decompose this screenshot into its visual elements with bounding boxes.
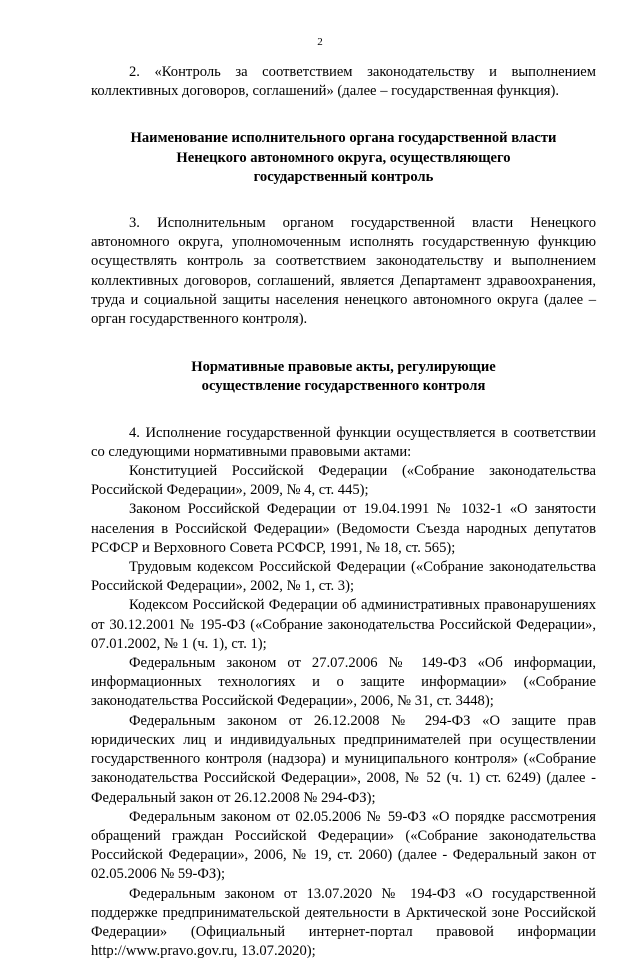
heading-line: осуществление государственного контроля xyxy=(201,378,486,395)
section-heading-executive-body xyxy=(91,129,596,187)
legal-act-item: Федеральным законом от 27.07.2006 № 149-ФЗ «Об информации, информационных технологиях и о защите информации» («Собрание законодательства Российской Федерации», 2006, № 31, ст. 3448); xyxy=(91,655,596,710)
legal-act-item: Федеральным законом от 26.12.2008 № 294-ФЗ «О защите прав юридических лиц и индивидуальных предпринимателей при осуществлении государственного контроля (надзора) и муниципального контроля» («Собрание законодательства Российской Федерации», 2008, № 52 (ч. 1) ст. 6249) (далее - Федеральный закон от 26.12.2008 № 294-ФЗ); xyxy=(91,712,596,806)
legal-act-item: Федеральным законом от 13.07.2020 № 194-ФЗ «О государственной поддержке предпринимательской деятельности в Арктической зоне Российской Федерации» (Официальный интернет-портал правовой информации http://www.pravo.gov.ru, 13.07.2020); xyxy=(91,885,596,960)
page-number: 2 xyxy=(317,36,323,48)
legal-act-item: Кодексом Российской Федерации об административных правонарушениях от 30.12.2001 № 195-ФЗ («Собрание законодательства Российской Федерации», 07.01.2002, № 1 (ч. 1), ст. 1); xyxy=(91,597,596,652)
paragraph-4: 4. Исполнение государственной функции осуществляется в соответствии со следующими нормативными правовыми актами: xyxy=(91,424,596,460)
heading-line: Ненецкого автономного округа, осуществляющего xyxy=(176,149,511,166)
heading-line: Нормативные правовые акты, регулирующие xyxy=(191,359,496,376)
legal-act-item: Федеральным законом от 02.05.2006 № 59-ФЗ «О порядке рассмотрения обращений граждан Российской Федерации» («Собрание законодательства Российской Федерации», 2006, № 19, ст. 2060) (далее - Федеральный закон от 02.05.2006 № 59-ФЗ); xyxy=(91,808,596,883)
document-body xyxy=(91,63,596,961)
paragraph-3: 3. Исполнительным органом государственной власти Ненецкого автономного округа, уполномоченным исполнять государственную функцию осуществлять контроль за соответствием законодательству и выполнением коллективных договоров, соглашений, является Департамент здравоохранения, труда и социальной защиты населения ненецкого автономного округа (далее – орган государственного контроля). xyxy=(91,215,596,328)
heading-line: государственный контроль xyxy=(253,168,434,185)
legal-act-item: Законом Российской Федерации от 19.04.1991 № 1032-1 «О занятости населения в Российской Федерации» (Ведомости Съезда народных депутатов РСФСР и Верховного Совета РСФСР, 1991, № 18, ст. 565); xyxy=(91,501,596,556)
legal-act-item: Конституцией Российской Федерации («Собрание законодательства Российской Федерации», 2009, № 4, ст. 445); xyxy=(91,463,596,499)
heading-line: Наименование исполнительного органа государственной власти xyxy=(130,130,557,147)
section-heading-legal-acts xyxy=(91,358,596,396)
paragraph-2: 2. «Контроль за соответствием законодательству и выполнением коллективных договоров, соглашений» (далее – государственная функция). xyxy=(91,64,596,100)
legal-act-item: Трудовым кодексом Российской Федерации («Собрание законодательства Российской Федерации», 2002, № 1, ст. 3); xyxy=(91,559,596,595)
